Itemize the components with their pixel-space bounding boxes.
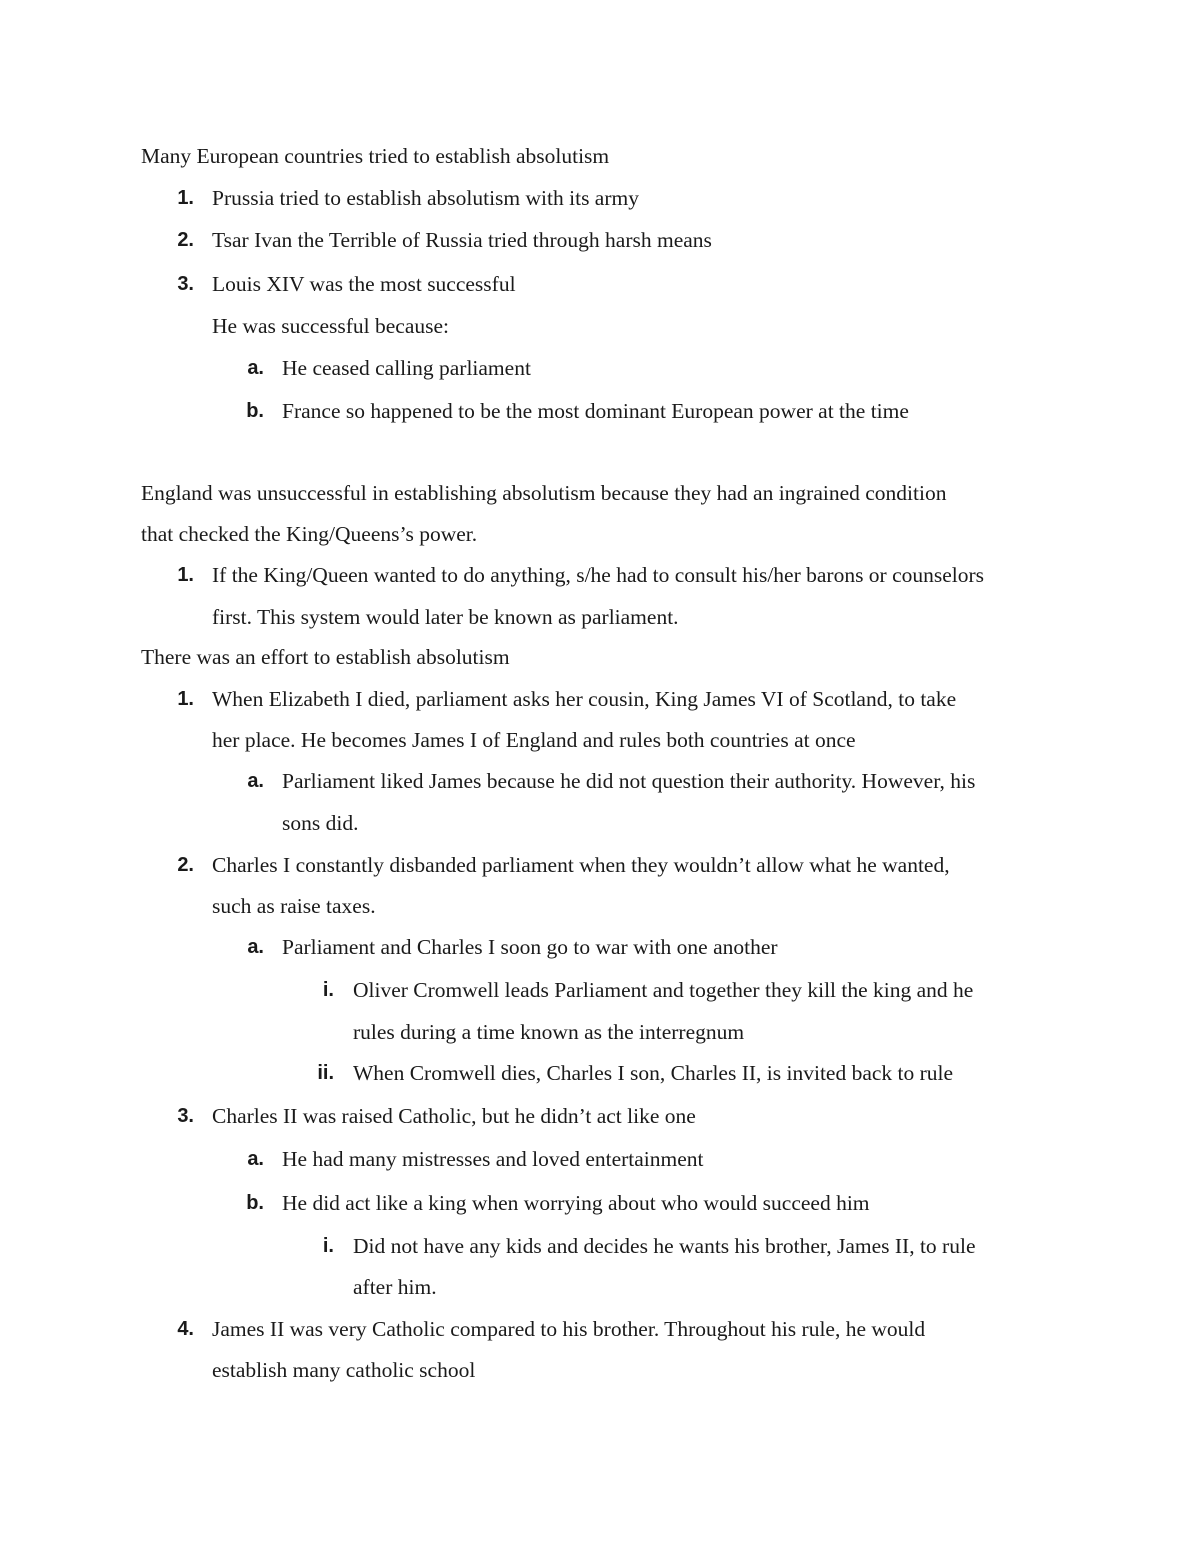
list-marker: 2. <box>177 229 194 251</box>
list-item-line: When Elizabeth I died, parliament asks her cousin, King James VI of Scotland, to take <box>212 687 957 711</box>
sublist-item: Parliament and Charles I soon go to war with one another <box>282 935 778 959</box>
list-item-line: If the King/Queen wanted to do anything, s/he had to consult his/her barons or counselors <box>212 563 985 587</box>
sublist-item-line: sons did. <box>282 811 359 835</box>
list-item: Louis XIV was the most successful <box>212 272 516 296</box>
subsublist-marker: ii. <box>317 1062 334 1084</box>
subsublist-item-line: Did not have any kids and decides he wants his brother, James II, to rule <box>353 1234 976 1258</box>
subsublist-item-line: Oliver Cromwell leads Parliament and together they kill the king and he <box>353 978 974 1002</box>
sublist-marker: b. <box>246 1192 264 1214</box>
subsublist-marker: i. <box>322 979 334 1001</box>
sublist-item-line: Parliament liked James because he did not question their authority. However, his <box>282 769 976 793</box>
list-item-line: James II was very Catholic compared to his brother. Throughout his rule, he would <box>212 1317 926 1341</box>
sublist-marker: a. <box>247 1148 264 1170</box>
sublist-item: He ceased calling parliament <box>282 356 531 380</box>
section-1-heading: Many European countries tried to establish absolutism <box>141 144 610 168</box>
list-item: Charles II was raised Catholic, but he didn’t act like one <box>212 1104 696 1128</box>
list-marker: 1. <box>177 187 194 209</box>
list-marker: 3. <box>177 1105 194 1127</box>
sublist-item: France so happened to be the most dominant European power at the time <box>282 399 909 423</box>
section-3-heading: There was an effort to establish absolutism <box>141 645 510 669</box>
list-item-line: such as raise taxes. <box>212 894 376 918</box>
section-2-heading-line: that checked the King/Queens’s power. <box>141 522 478 546</box>
subsublist-marker: i. <box>322 1235 334 1257</box>
sublist-item: He did act like a king when worrying about who would succeed him <box>282 1191 870 1215</box>
list-item-line: Charles I constantly disbanded parliament when they wouldn’t allow what he wanted, <box>212 853 950 877</box>
list-marker: 1. <box>177 564 194 586</box>
list-item-line: her place. He becomes James I of England and rules both countries at once <box>212 728 856 752</box>
sublist-marker: a. <box>247 936 264 958</box>
subsublist-item-line: after him. <box>353 1275 437 1299</box>
list-marker: 1. <box>177 688 194 710</box>
list-item-line: establish many catholic school <box>212 1358 476 1382</box>
list-marker: 3. <box>177 273 194 295</box>
sublist-marker: a. <box>247 357 264 379</box>
list-item-note: He was successful because: <box>212 314 450 338</box>
list-item: Tsar Ivan the Terrible of Russia tried through harsh means <box>212 228 712 252</box>
section-2-heading-line: England was unsuccessful in establishing absolutism because they had an ingrained condition <box>141 481 947 505</box>
subsublist-item-line: rules during a time known as the interregnum <box>353 1020 745 1044</box>
sublist-marker: a. <box>247 770 264 792</box>
sublist-item: He had many mistresses and loved entertainment <box>282 1147 704 1171</box>
subsublist-item: When Cromwell dies, Charles I son, Charles II, is invited back to rule <box>353 1061 954 1085</box>
sublist-marker: b. <box>246 400 264 422</box>
list-item: Prussia tried to establish absolutism with its army <box>212 186 639 210</box>
list-marker: 2. <box>177 854 194 876</box>
list-item-line: first. This system would later be known as parliament. <box>212 605 679 629</box>
list-marker: 4. <box>177 1318 194 1340</box>
